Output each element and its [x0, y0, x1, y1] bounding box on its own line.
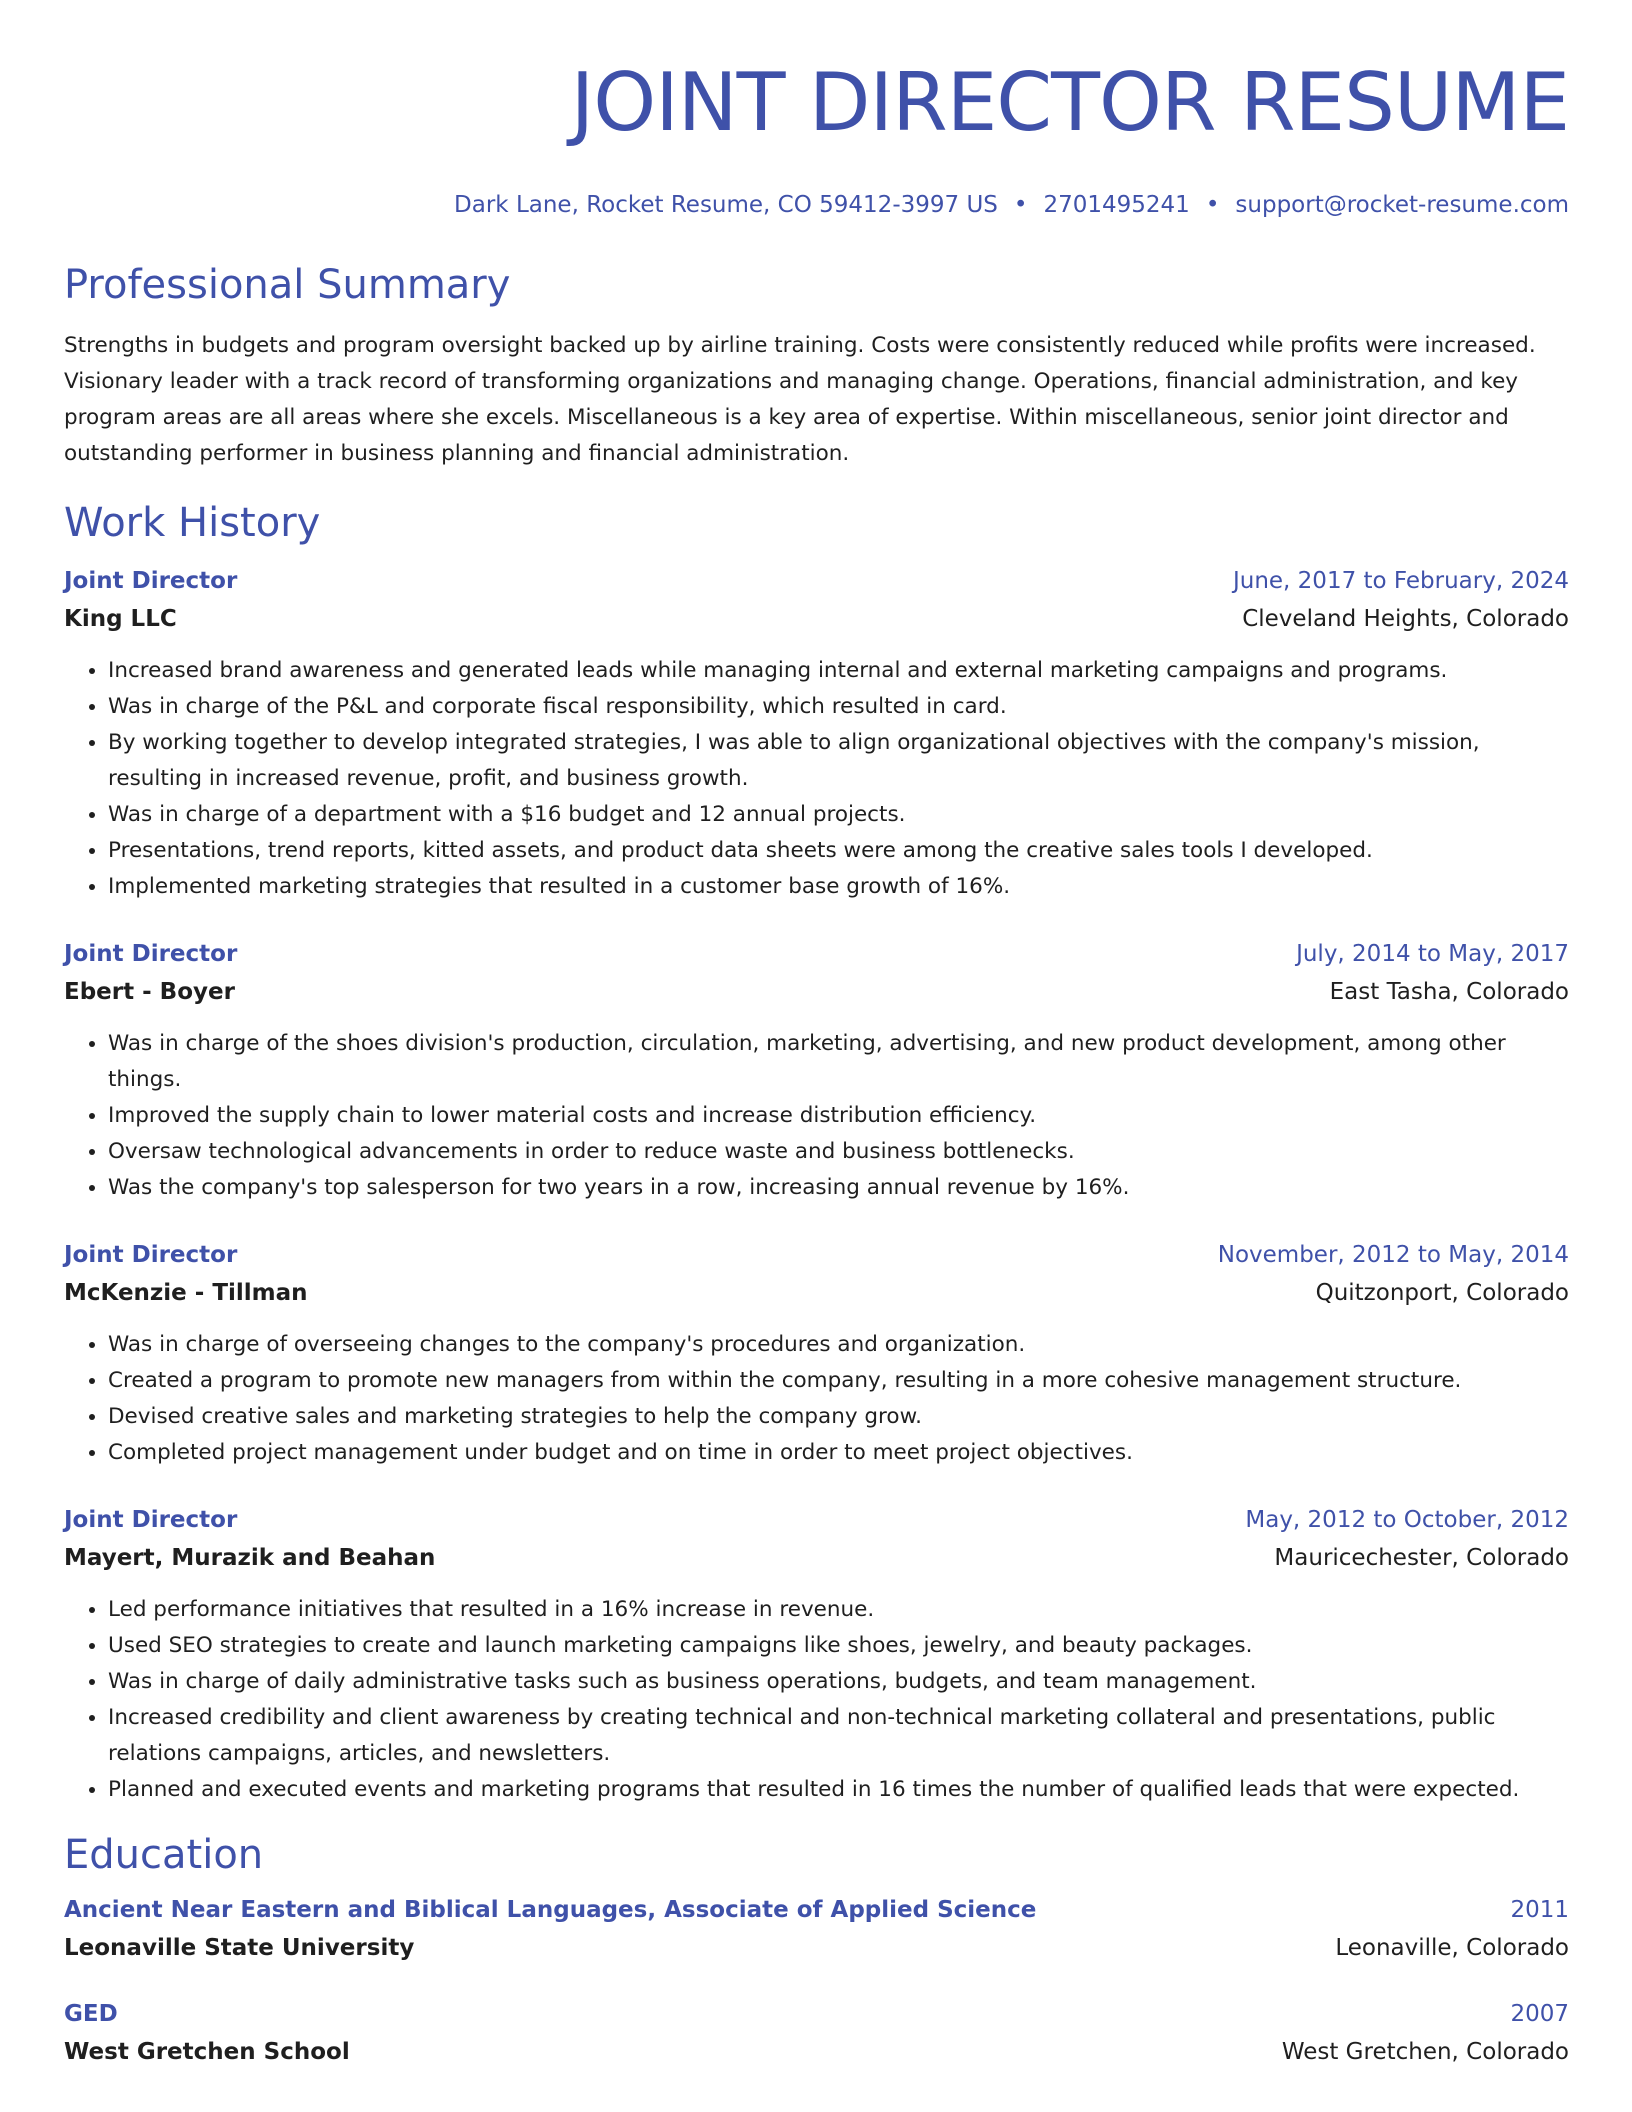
job-bullet: • Was the company's top salesperson for two years in a row, increasing annual revenue by 16%. [108, 1170, 1569, 1206]
contact-line [64, 190, 1569, 220]
education-year: 2007 [1510, 2001, 1569, 2027]
resume-title: JOINT DIRECTOR RESUME [570, 56, 1569, 149]
education-degree: GED [64, 2001, 118, 2027]
job-title: Joint Director [64, 941, 238, 967]
section-title-work-history: Work History [64, 500, 321, 546]
job-bullet: • Was in charge of the shoes division's production, circulation, marketing, advertising, and new product development, among other things. [108, 1026, 1569, 1098]
education-location: Leonaville, Colorado [1335, 1935, 1569, 1961]
job-org [64, 1542, 1569, 1574]
section-title-summary: Professional Summary [64, 262, 511, 308]
job-entry [64, 1504, 1569, 1808]
job-org [64, 603, 1569, 635]
job-bullet: • Increased brand awareness and generated leads while managing internal and external marketing campaigns and programs. [108, 653, 1569, 689]
job-header [64, 565, 1569, 597]
education-list [64, 1894, 1569, 2068]
job-company: Ebert - Boyer [64, 979, 235, 1005]
job-bullets [64, 1327, 1569, 1471]
job-dates: June, 2017 to February, 2024 [1232, 568, 1569, 594]
job-location: Quitzonport, Colorado [1315, 1280, 1569, 1306]
job-dates: July, 2014 to May, 2017 [1296, 941, 1569, 967]
job-bullet: • Led performance initiatives that resulted in a 16% increase in revenue. [108, 1592, 1569, 1628]
job-entry [64, 1239, 1569, 1471]
job-dates: November, 2012 to May, 2014 [1217, 1242, 1569, 1268]
job-company: Mayert, Murazik and Beahan [64, 1545, 436, 1571]
job-entry [64, 565, 1569, 905]
job-header [64, 1504, 1569, 1536]
job-entry [64, 938, 1569, 1206]
job-bullet: • Was in charge of daily administrative tasks such as business operations, budgets, and team management. [108, 1664, 1569, 1700]
job-location: East Tasha, Colorado [1329, 979, 1569, 1005]
job-bullet: • Implemented marketing strategies that resulted in a customer base growth of 16%. [108, 869, 1569, 905]
job-org [64, 976, 1569, 1008]
job-org [64, 1277, 1569, 1309]
job-title: Joint Director [64, 1507, 238, 1533]
job-header [64, 1239, 1569, 1271]
contact-address: Dark Lane, Rocket Resume, CO 59412-3997 US [454, 192, 998, 218]
education-entry [64, 1998, 1569, 2068]
education-year: 2011 [1510, 1897, 1569, 1923]
job-bullet: • Was in charge of the P&L and corporate fiscal responsibility, which resulted in card. [108, 689, 1569, 725]
job-company: King LLC [64, 606, 177, 632]
job-location: Cleveland Heights, Colorado [1242, 606, 1569, 632]
education-header [64, 1998, 1569, 2030]
education-location: West Gretchen, Colorado [1281, 2039, 1569, 2065]
job-bullet: • Completed project management under budget and on time in order to meet project objectives. [108, 1435, 1569, 1471]
job-location: Mauricechester, Colorado [1274, 1545, 1569, 1571]
work-history-list [64, 565, 1569, 1808]
job-bullet: • Presentations, trend reports, kitted assets, and product data sheets were among the creative sales tools I developed. [108, 833, 1569, 869]
education-org [64, 1932, 1569, 1964]
summary-text: Strengths in budgets and program oversight backed up by airline training. Costs were consistently reduced while profits were increased. Visionary leader with a track record of transforming organizations and managing change. Operations, financial administration, and key program areas are all areas where she excels. Miscellaneous is a key area of expertise. Within miscellaneous, senior joint director and outstanding performer in business planning and financial administration. [64, 333, 1536, 466]
contact-separator: • [1013, 192, 1028, 218]
job-bullet: • Planned and executed events and marketing programs that resulted in 16 times the number of qualified leads that were expected. [108, 1772, 1569, 1808]
job-bullets [64, 1026, 1569, 1206]
job-header [64, 938, 1569, 970]
job-bullet: • Devised creative sales and marketing strategies to help the company grow. [108, 1399, 1569, 1435]
job-bullet: • Created a program to promote new managers from within the company, resulting in a more cohesive management structure. [108, 1363, 1569, 1399]
education-org [64, 2036, 1569, 2068]
job-bullet: • Was in charge of overseeing changes to the company's procedures and organization. [108, 1327, 1569, 1363]
job-dates: May, 2012 to October, 2012 [1245, 1507, 1569, 1533]
education-header [64, 1894, 1569, 1926]
job-bullets [64, 1592, 1569, 1808]
job-bullet: • By working together to develop integrated strategies, I was able to align organizational objectives with the company's mission, resulting in increased revenue, profit, and business growth. [108, 725, 1569, 797]
job-bullet: • Improved the supply chain to lower material costs and increase distribution efficiency. [108, 1098, 1569, 1134]
education-entry [64, 1894, 1569, 1964]
job-bullet: • Was in charge of a department with a $16 budget and 12 annual projects. [108, 797, 1569, 833]
education-school: Leonaville State University [64, 1935, 415, 1961]
job-company: McKenzie - Tillman [64, 1280, 308, 1306]
job-bullet: • Used SEO strategies to create and launch marketing campaigns like shoes, jewelry, and beauty packages. [108, 1628, 1569, 1664]
contact-email[interactable]: support@rocket-resume.com [1235, 192, 1569, 218]
job-bullets [64, 653, 1569, 905]
education-degree: Ancient Near Eastern and Biblical Languages, Associate of Applied Science [64, 1897, 1037, 1923]
contact-separator: • [1205, 192, 1220, 218]
section-title-education: Education [64, 1832, 264, 1878]
job-bullet: • Increased credibility and client awareness by creating technical and non-technical marketing collateral and presentations, public relations campaigns, articles, and newsletters. [108, 1700, 1569, 1772]
job-bullet: • Oversaw technological advancements in order to reduce waste and business bottlenecks. [108, 1134, 1569, 1170]
contact-phone: 2701495241 [1043, 192, 1190, 218]
job-title: Joint Director [64, 1242, 238, 1268]
education-school: West Gretchen School [64, 2039, 350, 2065]
job-title: Joint Director [64, 568, 238, 594]
